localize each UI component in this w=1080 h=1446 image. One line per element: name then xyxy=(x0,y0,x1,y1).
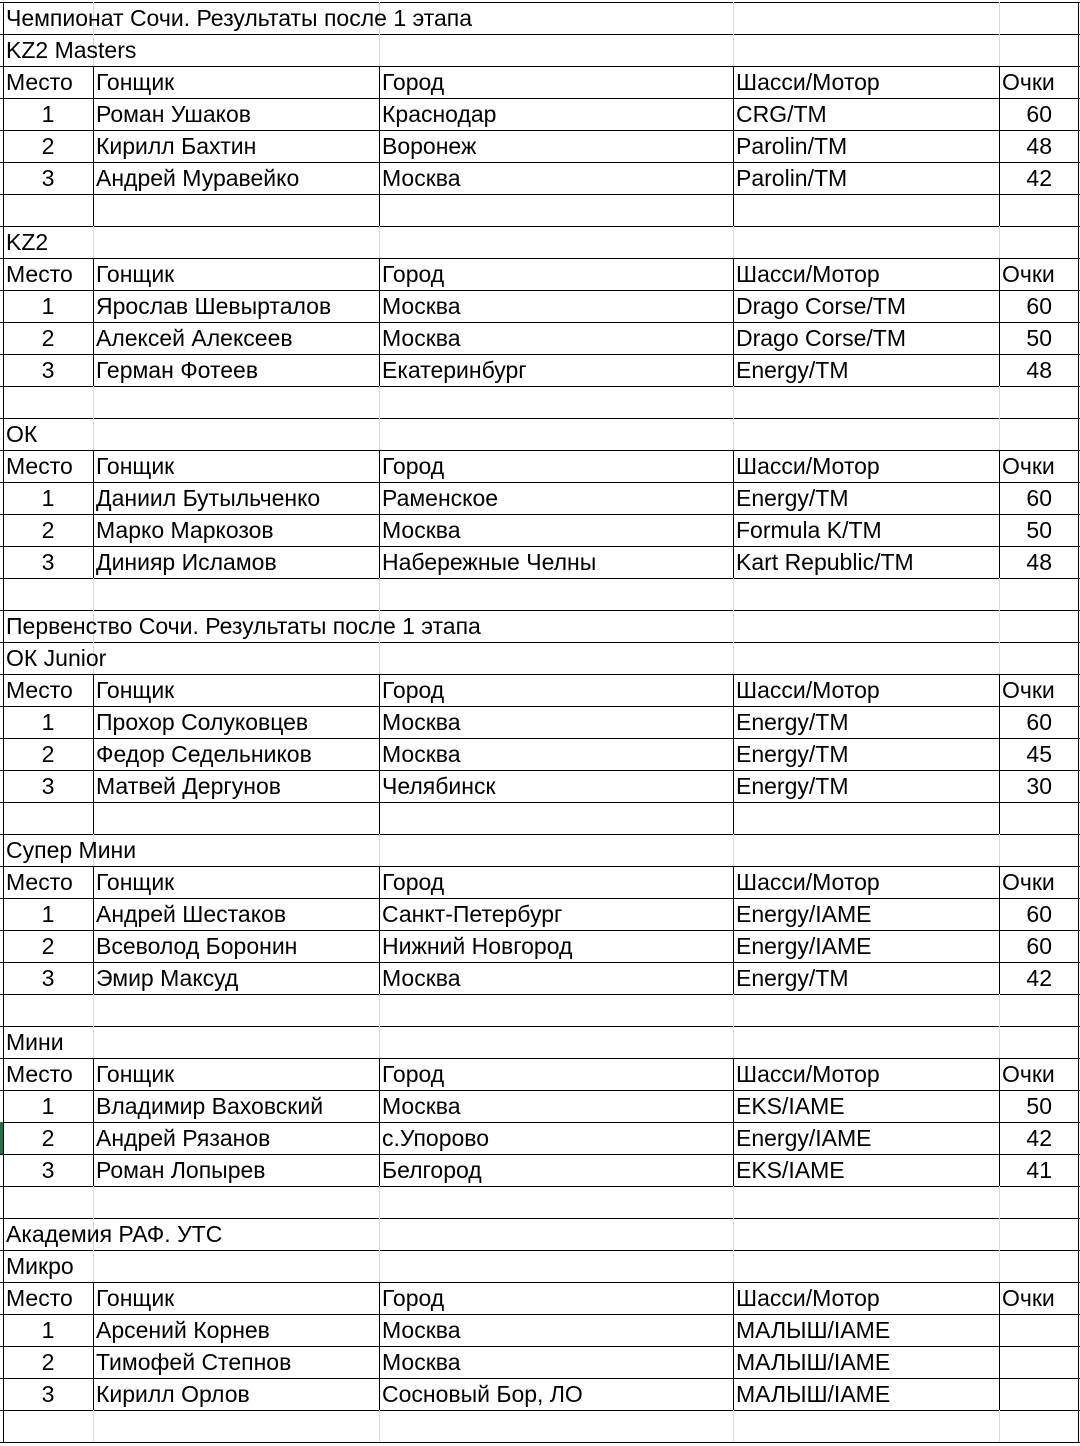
cell-border xyxy=(1078,290,1079,322)
section-title[interactable]: Первенство Сочи. Результаты после 1 этапа xyxy=(6,613,481,639)
gridline xyxy=(999,418,1000,450)
cell-city[interactable]: Белгород xyxy=(382,1157,482,1183)
header-chassis[interactable]: Шасси/Мотор xyxy=(736,261,880,287)
cell-driver[interactable]: Роман Лопырев xyxy=(96,1157,266,1183)
section-title-row xyxy=(0,2,1080,34)
cell-border xyxy=(1078,162,1079,194)
cell-chassis[interactable]: Energy/IAME xyxy=(736,933,872,959)
cell-border xyxy=(1078,706,1079,738)
cell-chassis[interactable]: Drago Corse/TM xyxy=(736,325,906,351)
empty-cell[interactable] xyxy=(379,578,733,610)
table-header-row xyxy=(0,1058,1080,1090)
cell-border xyxy=(1078,226,1079,258)
cell-border xyxy=(1078,450,1079,482)
cell-driver[interactable]: Андрей Шестаков xyxy=(96,901,287,927)
section-title-row xyxy=(0,34,1080,66)
header-driver[interactable]: Гонщик xyxy=(96,1285,175,1311)
section-title-row xyxy=(0,642,1080,674)
table-row xyxy=(0,898,1080,930)
cell-chassis[interactable]: EKS/IAME xyxy=(736,1093,845,1119)
cell-border xyxy=(1078,386,1079,418)
cell-border xyxy=(1078,834,1079,866)
empty-cell[interactable] xyxy=(93,802,379,834)
cell-border xyxy=(1078,1122,1079,1154)
empty-cell[interactable] xyxy=(379,386,733,418)
table-header-row xyxy=(0,674,1080,706)
header-place[interactable]: Место xyxy=(6,261,73,287)
empty-cell[interactable] xyxy=(3,1410,93,1442)
section-title-row xyxy=(0,1218,1080,1250)
cell-points[interactable]: 42 xyxy=(1026,1125,1052,1151)
section-title-row xyxy=(0,610,1080,642)
table-row xyxy=(0,770,1080,802)
cell-chassis[interactable]: Energy/TM xyxy=(736,965,849,991)
cell-driver[interactable]: Динияр Исламов xyxy=(96,549,277,575)
cell-border xyxy=(1078,994,1079,1026)
header-chassis[interactable]: Шасси/Мотор xyxy=(736,677,880,703)
cell-driver[interactable]: Федор Седельников xyxy=(96,741,312,767)
empty-cell[interactable] xyxy=(93,1410,379,1442)
cell-chassis[interactable]: EKS/IAME xyxy=(736,1157,845,1183)
cell-border xyxy=(1078,66,1079,98)
cell-city[interactable]: Воронеж xyxy=(382,133,477,159)
cell-place[interactable]: 1 xyxy=(41,485,55,511)
empty-cell[interactable] xyxy=(3,578,93,610)
empty-cell[interactable] xyxy=(733,194,999,226)
cell-driver[interactable]: Матвей Дергунов xyxy=(96,773,281,799)
cell-city[interactable]: Москва xyxy=(382,965,461,991)
cell-border xyxy=(1078,866,1079,898)
cell-driver[interactable]: Кирилл Орлов xyxy=(96,1381,250,1407)
table-bottom-border xyxy=(0,1442,1080,1443)
table-row xyxy=(0,290,1080,322)
blank-row xyxy=(0,1410,1080,1442)
cell-driver[interactable]: Эмир Максуд xyxy=(96,965,239,991)
cell-points[interactable]: 30 xyxy=(1026,773,1052,799)
cell-border xyxy=(1078,1186,1079,1218)
empty-cell[interactable] xyxy=(999,578,1078,610)
cell-border xyxy=(1078,130,1079,162)
cell-chassis[interactable]: МАЛЫШ/IAME xyxy=(736,1349,891,1375)
cell-driver[interactable]: Марко Маркозов xyxy=(96,517,274,543)
empty-cell[interactable] xyxy=(733,1410,999,1442)
empty-cell[interactable] xyxy=(379,802,733,834)
cell-points[interactable]: 48 xyxy=(1026,357,1052,383)
empty-cell[interactable] xyxy=(3,1186,93,1218)
table-header-row xyxy=(0,450,1080,482)
cell-border xyxy=(1078,770,1079,802)
header-place[interactable]: Место xyxy=(6,677,73,703)
blank-row xyxy=(0,194,1080,226)
header-driver[interactable]: Гонщик xyxy=(96,1061,175,1087)
table-header-row xyxy=(0,866,1080,898)
cell-border xyxy=(1078,578,1079,610)
empty-cell[interactable] xyxy=(999,1186,1078,1218)
cell-place[interactable]: 1 xyxy=(41,709,55,735)
gridline xyxy=(999,1250,1000,1282)
cell-points[interactable]: 60 xyxy=(1026,933,1052,959)
table-row xyxy=(0,354,1080,386)
cell-city[interactable]: с.Упорово xyxy=(382,1125,490,1151)
cell-place[interactable]: 3 xyxy=(41,1157,55,1183)
empty-cell[interactable] xyxy=(3,386,93,418)
cell-border xyxy=(1078,1378,1079,1410)
table-row xyxy=(0,1378,1080,1410)
header-chassis[interactable]: Шасси/Мотор xyxy=(736,1285,880,1311)
gridline xyxy=(999,610,1000,642)
header-points[interactable]: Очки xyxy=(1002,1061,1055,1087)
header-city[interactable]: Город xyxy=(382,869,445,895)
section-title[interactable]: KZ2 Masters xyxy=(6,37,137,63)
cell-border xyxy=(1078,1026,1079,1058)
cell-chassis[interactable]: Parolin/TM xyxy=(736,133,848,159)
header-driver[interactable]: Гонщик xyxy=(96,261,175,287)
table-header-row xyxy=(0,1282,1080,1314)
header-driver[interactable]: Гонщик xyxy=(96,869,175,895)
cell-border xyxy=(1078,898,1079,930)
cell-city[interactable]: Челябинск xyxy=(382,773,496,799)
cell-city[interactable]: Раменское xyxy=(382,485,499,511)
cell-chassis[interactable]: Energy/TM xyxy=(736,773,849,799)
cell-driver[interactable]: Андрей Рязанов xyxy=(96,1125,271,1151)
table-row xyxy=(0,1314,1080,1346)
empty-cell[interactable] xyxy=(379,994,733,1026)
cell-place[interactable]: 2 xyxy=(41,1125,55,1151)
section-title-row xyxy=(0,1250,1080,1282)
header-place[interactable]: Место xyxy=(6,69,73,95)
table-row xyxy=(0,1346,1080,1378)
header-driver[interactable]: Гонщик xyxy=(96,453,175,479)
cell-points[interactable]: 42 xyxy=(1026,165,1052,191)
cell-border xyxy=(1078,962,1079,994)
cell-chassis[interactable]: Energy/TM xyxy=(736,741,849,767)
cell-border xyxy=(1078,802,1079,834)
cell-driver[interactable]: Владимир Ваховский xyxy=(96,1093,324,1119)
cell-border xyxy=(1078,1410,1079,1442)
row-selection-marker xyxy=(0,1122,3,1154)
cell-place[interactable]: 3 xyxy=(41,165,55,191)
blank-row xyxy=(0,386,1080,418)
header-chassis[interactable]: Шасси/Мотор xyxy=(736,453,880,479)
gridline xyxy=(999,34,1000,66)
table-row xyxy=(0,1090,1080,1122)
table-row xyxy=(0,546,1080,578)
table-row xyxy=(0,930,1080,962)
cell-driver[interactable]: Даниил Бутыльченко xyxy=(96,485,321,511)
table-header-row xyxy=(0,66,1080,98)
cell-driver[interactable]: Алексей Алексеев xyxy=(96,325,293,351)
table-row xyxy=(0,162,1080,194)
empty-cell[interactable] xyxy=(999,802,1078,834)
section-title[interactable]: Чемпионат Сочи. Результаты после 1 этапа xyxy=(6,5,473,31)
empty-cell[interactable] xyxy=(999,994,1078,1026)
header-chassis[interactable]: Шасси/Мотор xyxy=(736,869,880,895)
header-city[interactable]: Город xyxy=(382,677,445,703)
empty-cell[interactable] xyxy=(93,1186,379,1218)
section-title-row xyxy=(0,1026,1080,1058)
table-row xyxy=(0,738,1080,770)
cell-points[interactable]: 50 xyxy=(1026,1093,1052,1119)
cell-place[interactable]: 1 xyxy=(41,1317,55,1343)
header-place[interactable]: Место xyxy=(6,869,73,895)
header-city[interactable]: Город xyxy=(382,1061,445,1087)
cell-border xyxy=(1078,482,1079,514)
cell-points[interactable]: 60 xyxy=(1026,101,1052,127)
cell-driver[interactable]: Всеволод Боронин xyxy=(96,933,298,959)
cell-chassis[interactable]: Parolin/TM xyxy=(736,165,848,191)
cell-driver[interactable]: Арсений Корнев xyxy=(96,1317,270,1343)
cell-driver[interactable]: Андрей Муравейко xyxy=(96,165,300,191)
empty-cell[interactable] xyxy=(999,386,1078,418)
empty-cell[interactable] xyxy=(733,386,999,418)
blank-row xyxy=(0,1186,1080,1218)
header-place[interactable]: Место xyxy=(6,1061,73,1087)
cell-points[interactable]: 60 xyxy=(1026,901,1052,927)
cell-chassis[interactable]: Energy/TM xyxy=(736,485,849,511)
cell-driver[interactable]: Роман Ушаков xyxy=(96,101,251,127)
header-points[interactable]: Очки xyxy=(1002,261,1055,287)
cell-chassis[interactable]: Energy/IAME xyxy=(736,901,872,927)
section-title[interactable]: Мини xyxy=(6,1029,64,1055)
cell-border xyxy=(1078,194,1079,226)
table-row xyxy=(0,962,1080,994)
gridline xyxy=(999,2,1000,34)
cell-place[interactable]: 2 xyxy=(41,741,55,767)
empty-cell[interactable] xyxy=(3,802,93,834)
section-title-row xyxy=(0,834,1080,866)
empty-cell[interactable] xyxy=(733,578,999,610)
cell-place[interactable]: 2 xyxy=(41,517,55,543)
cell-chassis[interactable]: CRG/TM xyxy=(736,101,827,127)
cell-city[interactable]: Москва xyxy=(382,1093,461,1119)
empty-cell[interactable] xyxy=(3,194,93,226)
cell-place[interactable]: 3 xyxy=(41,357,55,383)
table-row xyxy=(0,706,1080,738)
cell-points[interactable]: 42 xyxy=(1026,965,1052,991)
cell-border xyxy=(1078,34,1079,66)
cell-city[interactable]: Москва xyxy=(382,1317,461,1343)
cell-place[interactable]: 1 xyxy=(41,293,55,319)
cell-place[interactable]: 3 xyxy=(41,549,55,575)
cell-place[interactable]: 1 xyxy=(41,1093,55,1119)
cell-place[interactable]: 3 xyxy=(41,1381,55,1407)
header-points[interactable]: Очки xyxy=(1002,1285,1055,1311)
cell-chassis[interactable]: Drago Corse/TM xyxy=(736,293,906,319)
header-city[interactable]: Город xyxy=(382,1285,445,1311)
cell-border xyxy=(1078,1346,1079,1378)
cell-border xyxy=(1078,354,1079,386)
section-title[interactable]: Супер Мини xyxy=(6,837,137,863)
empty-cell[interactable] xyxy=(999,194,1078,226)
gridline xyxy=(999,226,1000,258)
section-title[interactable]: Микро xyxy=(6,1253,74,1279)
cell-border xyxy=(1078,642,1079,674)
section-title[interactable]: Академия РАФ. УТС xyxy=(6,1221,223,1247)
cell-city[interactable]: Москва xyxy=(382,1349,461,1375)
cell-city[interactable]: Москва xyxy=(382,325,461,351)
cell-city[interactable]: Нижний Новгород xyxy=(382,933,573,959)
header-city[interactable]: Город xyxy=(382,261,445,287)
table-row xyxy=(0,514,1080,546)
cell-border xyxy=(1078,546,1079,578)
cell-city[interactable]: Краснодар xyxy=(382,101,497,127)
cell-border xyxy=(1078,738,1079,770)
cell-border xyxy=(1078,930,1079,962)
header-chassis[interactable]: Шасси/Мотор xyxy=(736,69,880,95)
empty-cell[interactable] xyxy=(733,994,999,1026)
cell-city[interactable]: Набережные Челны xyxy=(382,549,597,575)
table-row xyxy=(0,98,1080,130)
cell-border xyxy=(1078,418,1079,450)
cell-points[interactable] xyxy=(999,1314,1078,1346)
cell-driver[interactable]: Прохор Солуковцев xyxy=(96,709,309,735)
cell-place[interactable]: 3 xyxy=(41,773,55,799)
cell-place[interactable]: 2 xyxy=(41,933,55,959)
empty-cell[interactable] xyxy=(379,1410,733,1442)
header-place[interactable]: Место xyxy=(6,453,73,479)
empty-cell[interactable] xyxy=(3,994,93,1026)
header-points[interactable]: Очки xyxy=(1002,453,1055,479)
header-city[interactable]: Город xyxy=(382,453,445,479)
cell-points[interactable]: 41 xyxy=(1026,1157,1052,1183)
cell-driver[interactable]: Кирилл Бахтин xyxy=(96,133,257,159)
header-chassis[interactable]: Шасси/Мотор xyxy=(736,1061,880,1087)
cell-chassis[interactable]: Formula K/TM xyxy=(736,517,882,543)
cell-points[interactable]: 45 xyxy=(1026,741,1052,767)
cell-chassis[interactable]: Energy/TM xyxy=(736,357,849,383)
header-driver[interactable]: Гонщик xyxy=(96,69,175,95)
blank-row xyxy=(0,994,1080,1026)
cell-border xyxy=(1078,1154,1079,1186)
cell-points[interactable]: 60 xyxy=(1026,709,1052,735)
table-row xyxy=(0,1154,1080,1186)
section-title[interactable]: ОК xyxy=(6,421,38,447)
table-row xyxy=(0,322,1080,354)
header-place[interactable]: Место xyxy=(6,1285,73,1311)
cell-border xyxy=(1078,674,1079,706)
gridline xyxy=(999,642,1000,674)
cell-driver[interactable]: Тимофей Степнов xyxy=(96,1349,292,1375)
header-city[interactable]: Город xyxy=(382,69,445,95)
cell-points[interactable]: 60 xyxy=(1026,293,1052,319)
empty-cell[interactable] xyxy=(93,194,379,226)
cell-border xyxy=(1078,1282,1079,1314)
empty-cell[interactable] xyxy=(733,1186,999,1218)
cell-border xyxy=(1078,2,1079,34)
section-title[interactable]: ОК Junior xyxy=(6,645,107,671)
empty-cell[interactable] xyxy=(93,386,379,418)
cell-border xyxy=(1078,258,1079,290)
cell-chassis[interactable]: Energy/IAME xyxy=(736,1125,872,1151)
cell-driver[interactable]: Герман Фотеев xyxy=(96,357,259,383)
cell-place[interactable]: 3 xyxy=(41,965,55,991)
cell-city[interactable]: Москва xyxy=(382,741,461,767)
gridline xyxy=(999,834,1000,866)
cell-border xyxy=(1078,98,1079,130)
cell-points[interactable] xyxy=(999,1378,1078,1410)
cell-chassis[interactable]: Kart Republic/TM xyxy=(736,549,914,575)
section-title-row xyxy=(0,418,1080,450)
cell-border xyxy=(1078,1090,1079,1122)
cell-points[interactable]: 50 xyxy=(1026,517,1052,543)
cell-border xyxy=(1078,322,1079,354)
empty-cell[interactable] xyxy=(733,802,999,834)
cell-border xyxy=(1078,1058,1079,1090)
header-points[interactable]: Очки xyxy=(1002,69,1055,95)
gridline xyxy=(999,1218,1000,1250)
cell-place[interactable]: 2 xyxy=(41,1349,55,1375)
empty-cell[interactable] xyxy=(93,994,379,1026)
blank-row xyxy=(0,578,1080,610)
table-row xyxy=(0,130,1080,162)
cell-border xyxy=(1078,1314,1079,1346)
cell-chassis[interactable]: Energy/TM xyxy=(736,709,849,735)
table-row xyxy=(0,482,1080,514)
empty-cell[interactable] xyxy=(93,578,379,610)
cell-city[interactable]: Санкт-Петербург xyxy=(382,901,563,927)
table-header-row xyxy=(0,258,1080,290)
empty-cell[interactable] xyxy=(379,1186,733,1218)
cell-border xyxy=(1078,610,1079,642)
cell-place[interactable]: 2 xyxy=(41,133,55,159)
table-row xyxy=(0,1122,1080,1154)
cell-place[interactable]: 2 xyxy=(41,325,55,351)
cell-city[interactable]: Москва xyxy=(382,709,461,735)
cell-border xyxy=(1078,1250,1079,1282)
cell-chassis[interactable]: МАЛЫШ/IAME xyxy=(736,1317,891,1343)
cell-chassis[interactable]: МАЛЫШ/IAME xyxy=(736,1381,891,1407)
cell-border xyxy=(1078,514,1079,546)
header-driver[interactable]: Гонщик xyxy=(96,677,175,703)
cell-points[interactable]: 60 xyxy=(1026,485,1052,511)
section-title[interactable]: KZ2 xyxy=(6,229,49,255)
blank-row xyxy=(0,802,1080,834)
cell-border xyxy=(1078,1218,1079,1250)
gridline xyxy=(999,1026,1000,1058)
cell-points[interactable]: 48 xyxy=(1026,133,1052,159)
cell-city[interactable]: Сосновый Бор, ЛО xyxy=(382,1381,583,1407)
cell-place[interactable]: 1 xyxy=(41,901,55,927)
empty-cell[interactable] xyxy=(999,1410,1078,1442)
header-points[interactable]: Очки xyxy=(1002,869,1055,895)
cell-city[interactable]: Екатеринбург xyxy=(382,357,527,383)
cell-city[interactable]: Москва xyxy=(382,165,461,191)
cell-place[interactable]: 1 xyxy=(41,101,55,127)
section-title-row xyxy=(0,226,1080,258)
cell-driver[interactable]: Ярослав Шевырталов xyxy=(96,293,332,319)
empty-cell[interactable] xyxy=(379,194,733,226)
cell-points[interactable] xyxy=(999,1346,1078,1378)
cell-points[interactable]: 48 xyxy=(1026,549,1052,575)
cell-points[interactable]: 50 xyxy=(1026,325,1052,351)
cell-city[interactable]: Москва xyxy=(382,293,461,319)
cell-city[interactable]: Москва xyxy=(382,517,461,543)
header-points[interactable]: Очки xyxy=(1002,677,1055,703)
